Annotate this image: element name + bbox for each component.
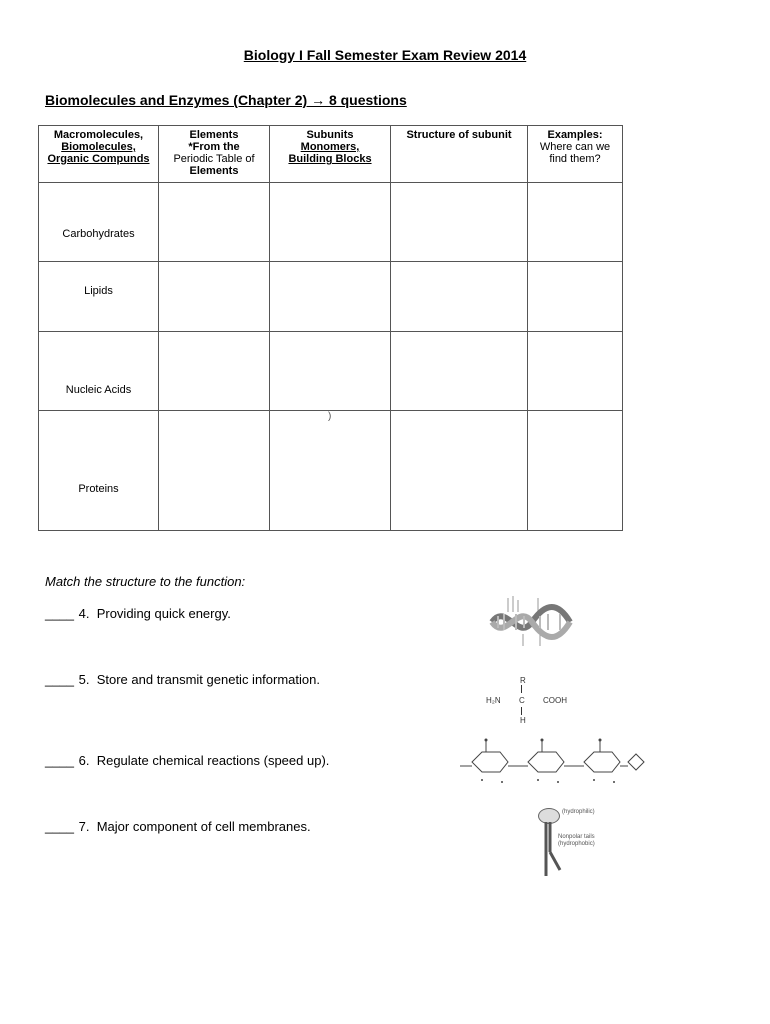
header-structure: Structure of subunit <box>391 126 528 183</box>
table-cell <box>391 183 528 262</box>
table-cell <box>391 262 528 332</box>
biomolecule-table <box>38 125 623 531</box>
table-cell <box>528 183 623 262</box>
row-label-carbohydrates: Carbohydrates <box>39 183 159 262</box>
table-cell <box>528 332 623 411</box>
table-row <box>39 183 623 262</box>
question-text: Regulate chemical reactions (speed up). <box>96 753 330 768</box>
table-header-row <box>39 126 623 183</box>
answer-blank: ____ <box>45 606 74 621</box>
table-cell <box>159 262 270 332</box>
dna-helix-image <box>488 594 574 648</box>
question-text: Major component of cell membranes. <box>96 819 311 834</box>
table-cell <box>270 411 391 531</box>
answer-blank: ____ <box>45 672 74 687</box>
question-number: 5. <box>78 672 90 687</box>
question-6 <box>45 753 329 768</box>
table-cell <box>159 411 270 531</box>
table-row <box>39 332 623 411</box>
header-macromolecules: Macromolecules, Biomolecules, Organic Compunds <box>39 126 159 183</box>
question-number: 6. <box>78 753 90 768</box>
row-label-proteins: Proteins <box>39 411 159 531</box>
table-cell <box>391 332 528 411</box>
table-cell <box>528 262 623 332</box>
answer-blank: ____ <box>45 819 74 834</box>
question-number: 4. <box>78 606 90 621</box>
match-heading: Match the structure to the function: <box>45 574 246 589</box>
table-cell <box>270 332 391 411</box>
page-title: Biology I Fall Semester Exam Review 2014 <box>243 47 527 63</box>
row-label-lipids: Lipids <box>39 262 159 332</box>
question-4 <box>45 606 231 621</box>
phospholipid-image: (hydrophilic) Nonpolar tails (hydrophobic) <box>536 806 626 878</box>
table-cell <box>159 183 270 262</box>
table-row <box>39 262 623 332</box>
question-number: 7. <box>78 819 90 834</box>
question-text: Providing quick energy. <box>96 606 231 621</box>
question-5 <box>45 672 320 687</box>
table-cell <box>270 262 391 332</box>
table-cell <box>159 332 270 411</box>
question-text: Store and transmit genetic information. <box>96 672 320 687</box>
amino-acid-image: R H₂N C COOH H <box>486 676 567 725</box>
table-row <box>39 411 623 531</box>
polysaccharide-image <box>458 736 654 790</box>
section-heading: Biomolecules and Enzymes (Chapter 2) → 8 questions <box>45 92 407 108</box>
table-cell <box>528 411 623 531</box>
question-7 <box>45 819 311 834</box>
stray-mark: ) <box>328 411 332 422</box>
header-subunits: Subunits Monomers, Building Blocks <box>270 126 391 183</box>
table-cell <box>391 411 528 531</box>
header-examples: Examples: Where can we find them? <box>528 126 623 183</box>
header-elements: Elements *From the Periodic Table of Elements <box>159 126 270 183</box>
row-label-nucleic-acids: Nucleic Acids <box>39 332 159 411</box>
answer-blank: ____ <box>45 753 74 768</box>
table-cell <box>270 183 391 262</box>
